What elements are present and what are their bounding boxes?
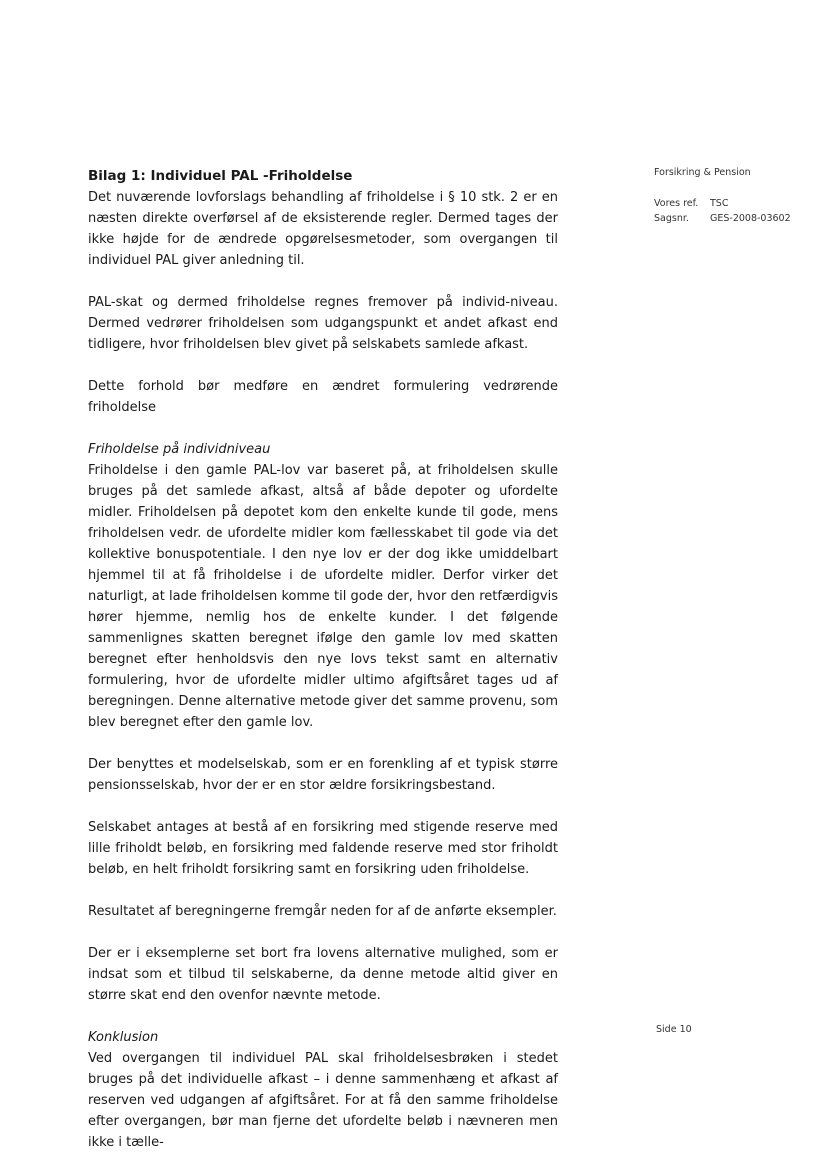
paragraph-6: Selskabet antages at bestå af en forsikring med stigende reserve med lille friholdt beløb, en forsikring med faldende reserve med stor friholdt beløb, en helt friholdt forsikring samt en forsikring uden friholdelse. [88, 820, 558, 877]
paragraph-9: Ved overgangen til individuel PAL skal friholdelsesbrøken i stedet bruges på det individuelle afkast – i denne sammenhæng et afkast af reserven ved udgangen af afgiftsåret. For at få den samme friholdelse efter overgangen, bør man fjerne det ufordelte beløb i nævneren men ikke i tælle- [88, 1051, 558, 1150]
org-name: Forsikring & Pension [654, 167, 751, 178]
subheading-konklusion: Konklusion [88, 1030, 159, 1045]
paragraph-1: Det nuværende lovforslags behandling af friholdelse i § 10 stk. 2 er en næsten direkte overførsel af de eksisterende regler. Dermed tages der ikke højde for de ændrede opgørelsesmetoder, som overgangen til individuel PAL giver anledning til. [88, 190, 558, 268]
document-title: Bilag 1: Individuel PAL -Friholdelse [88, 168, 353, 184]
case-label: Sagsnr. [654, 213, 689, 224]
subheading-individniveau: Friholdelse på individniveau [88, 442, 271, 457]
page-number: Side 10 [656, 1024, 692, 1035]
case-value: GES-2008-03602 [710, 213, 791, 224]
paragraph-2: PAL-skat og dermed friholdelse regnes fremover på individ-niveau. Dermed vedrører friholdelsen som udgangspunkt et andet afkast end tidligere, hvor friholdelsen blev givet på selskabets samlede afkast. [88, 295, 558, 352]
ref-value: TSC [710, 198, 729, 209]
ref-label: Vores ref. [654, 198, 699, 209]
paragraph-5: Der benyttes et modelselskab, som er en forenkling af et typisk større pensionsselskab, hvor der er en stor ældre forsikringsbestand. [88, 757, 558, 793]
document-body [88, 166, 558, 1153]
paragraph-7: Resultatet af beregningerne fremgår neden for af de anførte eksempler. [88, 904, 557, 919]
paragraph-8: Der er i eksemplerne set bort fra lovens alternative mulighed, som er indsat som et tilbud til selskaberne, da denne metode altid giver en større skat end den ovenfor nævnte metode. [88, 946, 558, 1003]
sidebar-meta [654, 165, 791, 226]
paragraph-4: Friholdelse i den gamle PAL-lov var baseret på, at friholdelsen skulle bruges på det samlede afkast, altså af både depoter og ufordelte midler. Friholdelsen på depotet kom den enkelte kunde til gode, mens friholdelsen vedr. de ufordelte midler kom fællesskabet til gode via det kollektive bonuspotentiale. I den nye lov er der dog ikke umiddelbart hjemmel til at få friholdelse i de ufordelte midler. Derfor virker det naturligt, at lade friholdelsen komme til gode der, hvor den retfærdigvis hører hjemme, nemlig hos de enkelte kunder. I det følgende sammenlignes skatten beregnet ifølge den gamle lov med skatten beregnet efter henholdsvis den nye lovs tekst samt en alternativ formulering, hvor de ufordelte midler ultimo afgiftsåret tages ud af beregningen. Denne alternative metode giver det samme provenu, som blev beregnet efter den gamle lov. [88, 463, 558, 730]
paragraph-3: Dette forhold bør medføre en ændret formulering vedrørende friholdelse [88, 379, 558, 415]
